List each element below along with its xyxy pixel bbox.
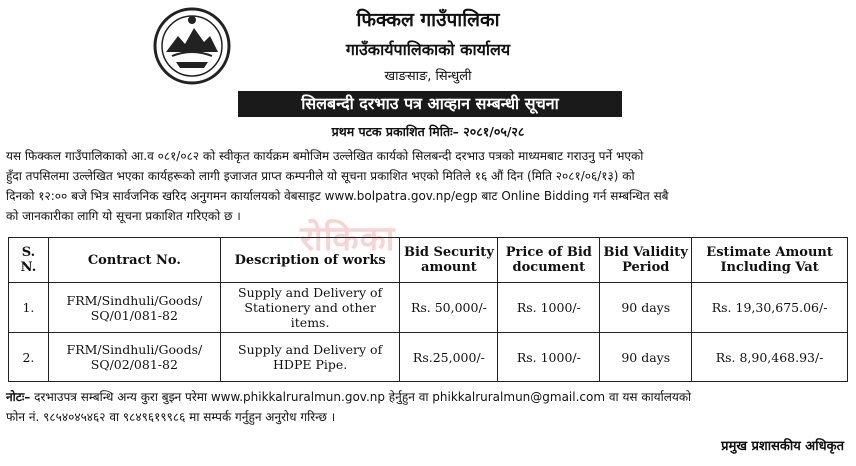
municipality-name: फिक्कल गाउँपालिका [356, 9, 500, 31]
notice-title-banner: सिलबन्दी दरभाउ पत्र आव्हान सम्बन्धी सूचना [238, 91, 622, 117]
table-cell: 90 days [600, 333, 692, 382]
table-cell: Rs. 1000/- [498, 333, 600, 382]
publish-date: प्रथम पटक प्रकाशित मितिः– २०८१/०५/२८ [331, 124, 525, 139]
table-cell: FRM/Sindhuli/Goods/ SQ/02/081-82 [48, 333, 220, 382]
note-text: दरभाउपत्र सम्बन्धि अन्य कुरा बुझ्न परेमा www.phikkalruralmun.gov.np हेर्नुहुन वा phikkalruralmun@gmail.com वा यस कार्यालयको [34, 390, 692, 404]
col-header: Price of Bid document [498, 238, 600, 283]
table-cell: Rs. 1000/- [498, 283, 600, 333]
table-row [9, 283, 848, 333]
table-cell: 90 days [600, 283, 692, 333]
col-header: Description of works [220, 238, 400, 283]
table-cell: Supply and Delivery of Stationery and other items. [220, 283, 400, 333]
table-cell: Rs. 8,90,468.93/- [692, 333, 848, 382]
note-label: नोटः– [6, 390, 31, 404]
table-cell: Rs.25,000/- [400, 333, 498, 382]
col-header: Bid Security amount [400, 238, 498, 283]
col-header: Contract No. [48, 238, 220, 283]
intro-line: यस फिक्कल गाउँपालिकाको आ.व ०८१/०८२ को स्वीकृत कार्यक्रम बमोजिम उल्लेखित कार्यको सिलबन्दी दरभाउ पत्रको माध्यमबाट गराउनु पर्ने भएको [6, 149, 644, 163]
note-line: फोन नं. ९८५४०४५४६२ वा ९८४९६१९९८६ मा सम्पर्क गर्नुहुन अनुरोध गरिन्छ । [6, 410, 336, 424]
note-section [6, 387, 848, 427]
office-name: गाउँकार्यपालिकाको कार्यालय [345, 40, 511, 59]
intro-line: को जानकारीका लागि यो सूचना प्रकाशित गरिएको छ । [6, 209, 241, 223]
intro-paragraph [6, 146, 848, 226]
col-header: Estimate Amount Including Vat [692, 238, 848, 283]
col-header: Bid Validity Period [600, 238, 692, 283]
intro-line: हुँदा तपसिलमा उल्लेखित भएका कार्यहरूको लागी इजाजत प्राप्त कम्पनीले यो सूचना प्रकाशित भएको मितिले १६ औं दिन (मिति २०८१/०६/१३) को [6, 169, 635, 183]
watermark: रोकिका [300, 219, 396, 259]
col-header: S. N. [9, 238, 49, 283]
table-cell: FRM/Sindhuli/Goods/ SQ/01/081-82 [48, 283, 220, 333]
note-line [6, 387, 848, 407]
table-cell: 2. [9, 333, 49, 382]
intro-line: दिनको १२:०० बजे भित्र सार्वजनिक खरिद अनुगमन कार्यालयको वेबसाइट www.bolpatra.gov.np/egp बाट Online Bidding गर्न सम्बन्धित सबै [6, 189, 669, 203]
contracts-table [8, 237, 848, 382]
office-address: खाङसाङ, सिन्धुली [384, 69, 472, 84]
table-header-row [9, 238, 848, 283]
signature-title: प्रमुख प्रशासकीय अधिकृत [721, 439, 844, 454]
table-cell: 1. [9, 283, 49, 333]
table-cell: Rs. 19,30,675.06/- [692, 283, 848, 333]
table-cell: Rs. 50,000/- [400, 283, 498, 333]
table-cell: Supply and Delivery of HDPE Pipe. [220, 333, 400, 382]
table-row [9, 333, 848, 382]
